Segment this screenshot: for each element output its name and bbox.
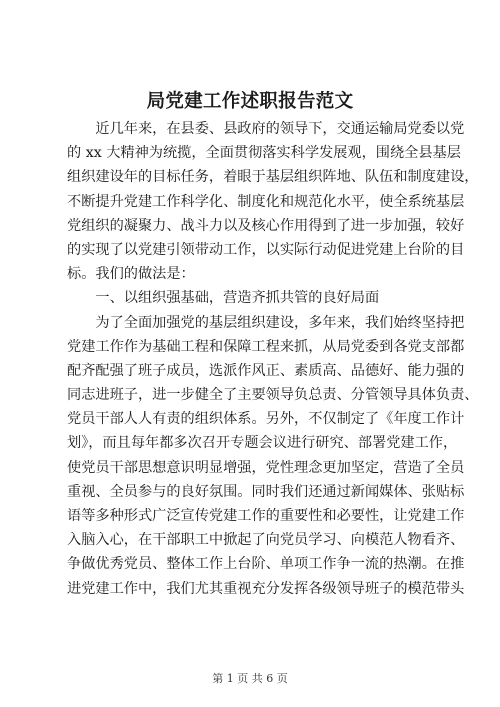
section-heading: 一、以组织强基础，营造齐抓共管的良好局面 (67, 290, 380, 307)
body-line: 使党员干部思想意识明显增强，党性理念更加坚定，营造了全员 (67, 459, 465, 476)
body-line: 党建工作作为基础工程和保障工程来抓，从局党委到各党支部都 (67, 338, 465, 355)
page-number-footer: 第 1 页 共 6 页 (212, 672, 288, 685)
body-line: 组织建设年的目标任务，着眼于基层组织阵地、队伍和制度建设， (67, 169, 479, 186)
body-line: 同志进班子，进一步健全了主要领导负总责、分管领导具体负责、 (67, 387, 479, 404)
body-line: 的 xx 大精神为统揽，全面贯彻落实科学发展观，围绕全县基层 (67, 145, 461, 162)
document-title: 局党建工作述职报告范文 (146, 91, 354, 112)
body-line: 党员干部人人有责的组织体系。另外，不仅制定了《年度工作计 (67, 411, 465, 428)
body-line: 配齐配强了班子成员，选派作风正、素质高、品德好、能力强的 (67, 362, 465, 379)
body-line: 进党建工作中，我们尤其重视充分发挥各级领导班子的模范带头 (67, 580, 465, 597)
body-line: 标。我们的做法是： (67, 266, 195, 283)
body-line: 重视、全员参与的良好氛围。同时我们还通过新闻媒体、张贴标 (67, 483, 465, 500)
body-line: 为了全面加强党的基层组织建设，多年来，我们始终坚持把 (67, 314, 465, 331)
body-line: 争做优秀党员、整体工作上台阶、单项工作争一流的热潮。在推 (67, 556, 465, 573)
body-line: 入脑入心，在干部职工中掀起了向党员学习、向模范人物看齐、 (67, 532, 465, 549)
body-line: 划》，而且每年都多次召开专题会议进行研究、部署党建工作， (67, 435, 458, 452)
body-line: 语等多种形式广泛宣传党建工作的重要性和必要性，让党建工作 (67, 508, 465, 524)
body-line: 党组织的凝聚力、战斗力以及核心作用得到了进一步加强，较好 (67, 217, 465, 234)
body-line: 近几年来，在县委、县政府的领导下，交通运输局党委以党 (67, 121, 465, 137)
body-line: 的实现了以党建引领带动工作，以实际行动促进党建上台阶的目 (67, 241, 465, 258)
body-line: 不断提升党建工作科学化、制度化和规范化水平，使全系统基层 (67, 193, 465, 210)
document-body (67, 117, 479, 601)
